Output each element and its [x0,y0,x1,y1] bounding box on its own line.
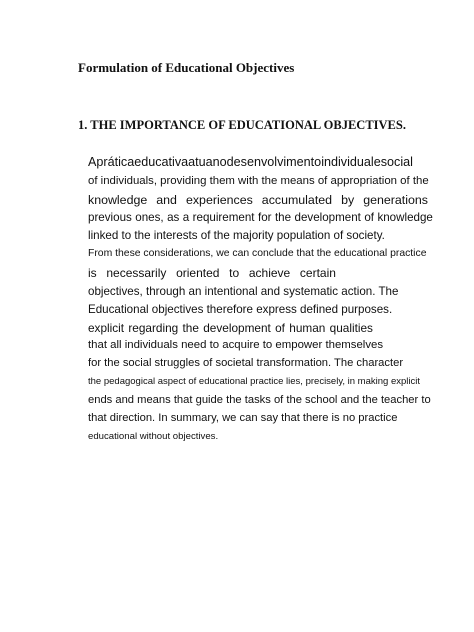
body-line: objectives, through an intentional and systematic action. The [88,285,399,298]
word: desenvolvimento [226,155,322,169]
word: educativa [134,155,189,169]
word: e [373,155,381,169]
body-line: that all individuals need to acquire to empower themselves [88,339,384,351]
body-line: that direction. In summary, we can say that there is no practice [88,412,398,424]
word: the [182,321,199,335]
word: as [167,211,180,224]
word: generations [363,193,428,207]
word: A [88,155,97,169]
document-title: Formulation of Educational Objectives [78,60,295,75]
body-line: ends and means that guide the tasks of the school and the teacher to [88,394,431,406]
body-line [88,155,413,169]
word: accumulated [261,193,333,207]
word: explicit [88,321,125,335]
word: by [341,193,355,207]
word: atua [188,155,213,169]
body-line [88,266,336,280]
word: of [364,211,374,224]
section-heading: 1. THE IMPORTANCE OF EDUCATIONAL OBJECTIVES. [78,118,406,132]
word: knowledge [377,211,433,224]
word: qualities [329,321,373,335]
word: development [203,321,271,335]
word: is [88,266,97,280]
word: knowledge [88,193,148,207]
word: social [380,155,413,169]
word: certain [299,266,336,280]
word: previous [88,211,132,224]
word: oriented [176,266,220,280]
word: individual [321,155,374,169]
word: to [229,266,240,280]
body-line [88,321,373,335]
body-line: of individuals, providing them with the means of appropriation of the [88,175,429,187]
word: ones, [135,211,164,224]
word: no [212,155,227,169]
word: and [156,193,177,207]
body-line: linked to the interests of the majority population of society. [88,229,385,242]
body-line: From these considerations, we can conclude that the educational practice [88,248,427,259]
body-line: the pedagogical aspect of educational practice lies, precisely, in making explicit [88,376,420,387]
body-line [88,211,433,224]
word: achieve [248,266,291,280]
word: regarding [128,321,179,335]
word: prática [96,155,135,169]
body-line [88,193,428,207]
word: experiences [185,193,253,207]
word: human [289,321,326,335]
word: development [294,211,361,224]
body-line: educational without objectives. [88,431,219,442]
body-line: for the social struggles of societal transformation. The character [88,357,404,369]
word: requirement [192,211,255,224]
word: for [257,211,272,224]
word: of [275,321,285,335]
word: the [274,211,292,224]
body-line: Educational objectives therefore express defined purposes. [88,303,393,316]
word: a [182,211,190,224]
word: necessarily [106,266,167,280]
